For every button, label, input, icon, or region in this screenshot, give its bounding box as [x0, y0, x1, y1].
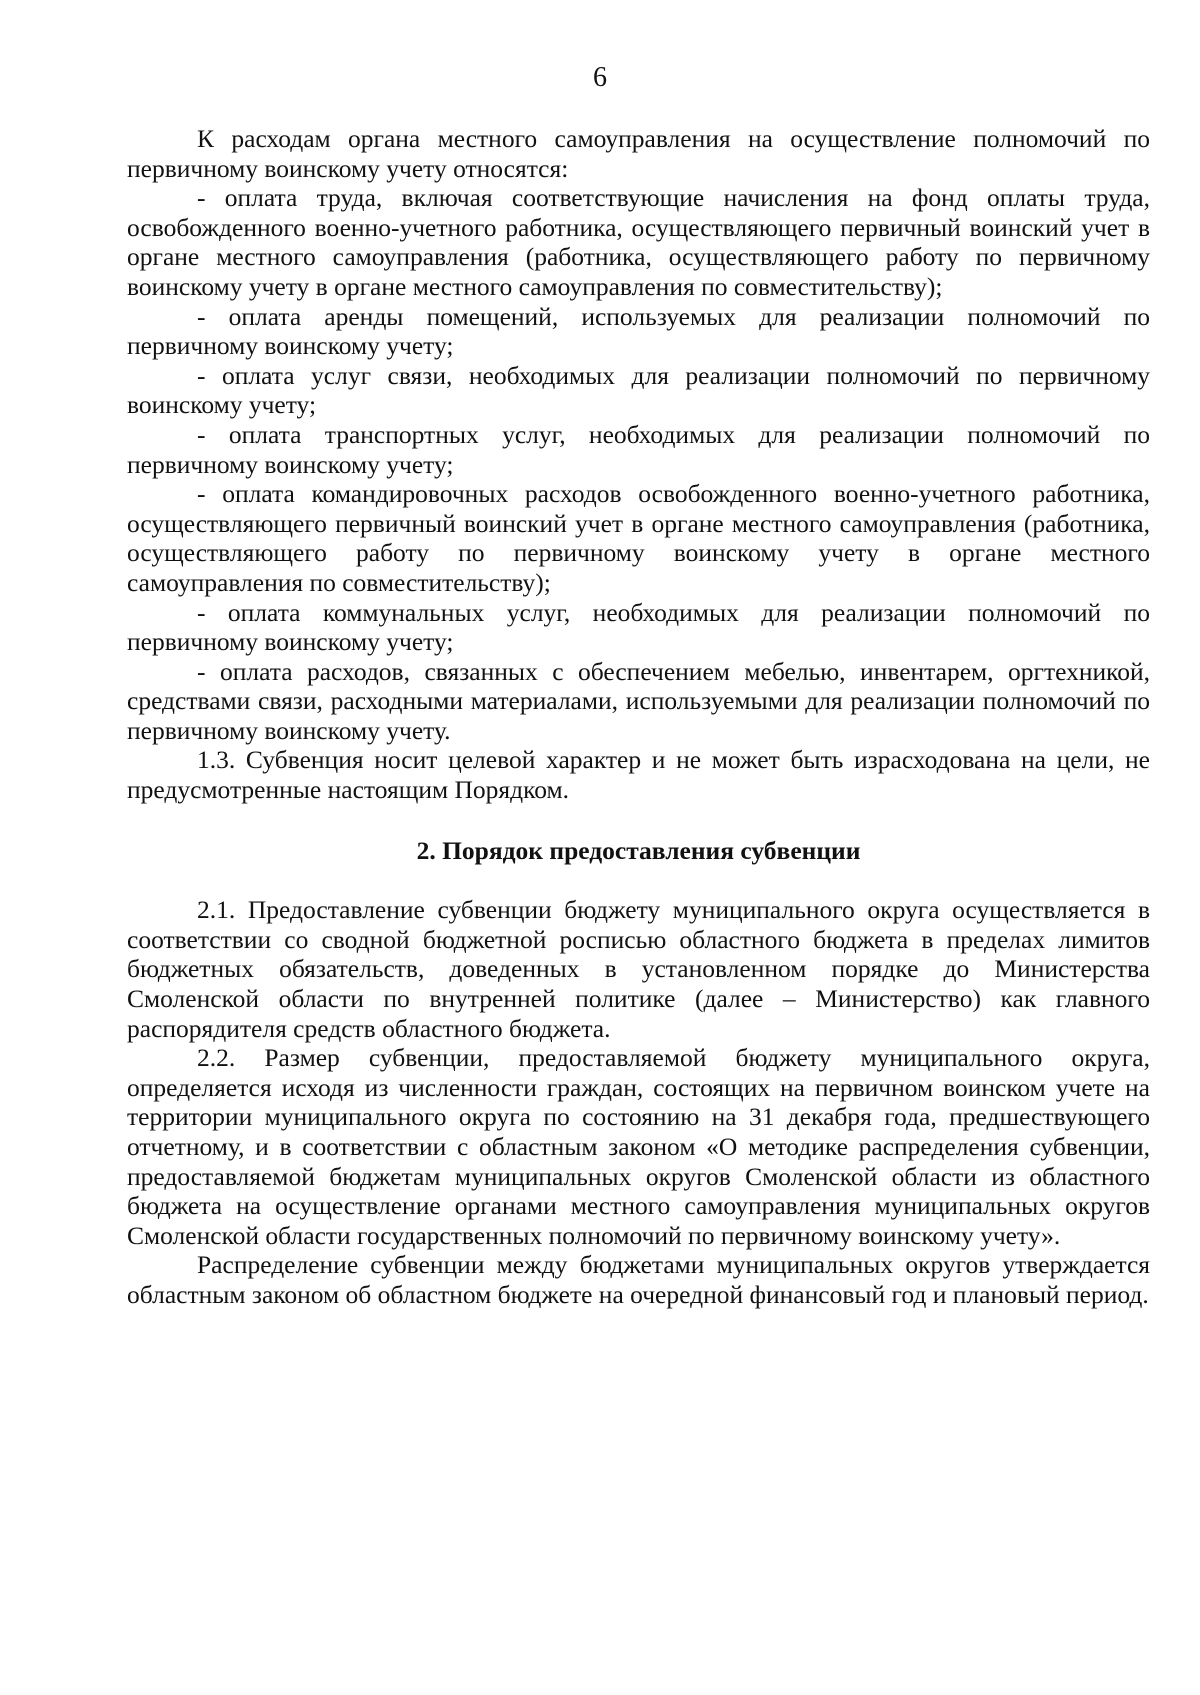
clause-2-2: 2.2. Размер субвенции, предоставляемой бюджету муниципального округа, определяется исходя из численности граждан, состоящих на первичном воинском учете на территории муниципального округа по состоянию на 31 декабря года, предшествующего отчетному, и в соответствии с областным законом «О методике распределения субвенции, предоставляемой бюджетам муниципальных округов Смоленской области из областного бюджета на осуществление органами местного самоуправления муниципальных округов Смоленской области государственных полномочий по первичному воинскому учету». — [127, 1043, 1150, 1250]
expense-item-communications: - оплата услуг связи, необходимых для реализации полномочий по первичному воинскому учету; — [127, 360, 1150, 420]
distribution-paragraph: Распределение субвенции между бюджетами муниципальных округов утверждается областным законом об областном бюджете на очередной финансовый год и плановый период. — [127, 1250, 1150, 1309]
clause-2-1: 2.1. Предоставление субвенции бюджету муниципального округа осуществляется в соответствии со сводной бюджетной росписью областного бюджета в пределах лимитов бюджетных обязательств, доведенных в установленном порядке до Министерства Смоленской области по внутренней политике (далее – Министерство) как главного распорядителя средств областного бюджета. — [127, 895, 1150, 1043]
page-number: 6 — [593, 62, 607, 93]
expenses-intro-paragraph: К расходам органа местного самоуправления на осуществление полномочий по первичному воинскому учету относятся: — [127, 124, 1150, 183]
section-2-heading: 2. Порядок предоставления субвенции — [416, 835, 861, 865]
clause-1-3: 1.3. Субвенция носит целевой характер и не может быть израсходована на цели, не предусмотренные настоящим Порядком. — [127, 745, 1150, 805]
expense-item-transport: - оплата транспортных услуг, необходимых для реализации полномочий по первичному воинскому учету; — [127, 419, 1150, 479]
expense-item-rent: - оплата аренды помещений, используемых для реализации полномочий по первичному воинскому учету; — [127, 301, 1150, 361]
expense-item-labor: - оплата труда, включая соответствующие начисления на фонд оплаты труда, освобожденного военно-учетного работника, осуществляющего первичный воинский учет в органе местного самоуправления (работника, осуществляющего работу по первичному воинскому учету в органе местного самоуправления по совместительству); — [127, 183, 1150, 301]
expense-item-travel: - оплата командировочных расходов освобожденного военно-учетного работника, осуществляющего первичный воинский учет в органе местного самоуправления (работника, осуществляющего работу по первичному воинскому учету в органе местного самоуправления по совместительству); — [127, 479, 1150, 597]
expense-item-equipment: - оплата расходов, связанных с обеспечением мебелью, инвентарем, оргтехникой, средствами связи, расходными материалами, используемыми для реализации полномочий по первичному воинскому учету. — [127, 656, 1150, 745]
expense-item-utilities: - оплата коммунальных услуг, необходимых для реализации полномочий по первичному воинскому учету; — [127, 597, 1150, 657]
document-body — [127, 124, 1150, 1310]
